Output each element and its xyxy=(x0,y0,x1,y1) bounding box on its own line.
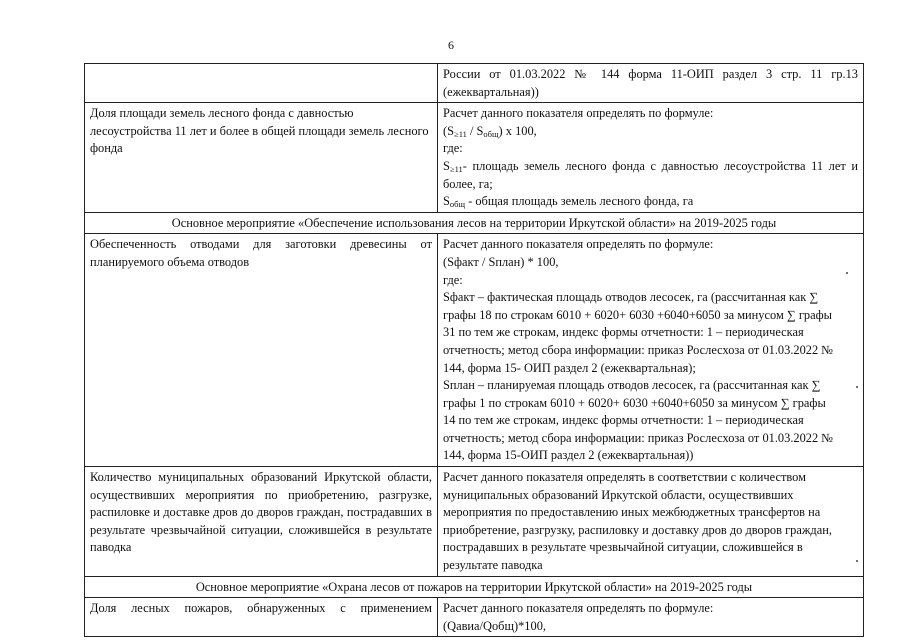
scan-speck xyxy=(856,386,858,388)
table-row xyxy=(85,467,864,577)
calculation-method-cell xyxy=(438,598,864,637)
formula-intro: Расчет данного показателя определять по формуле: xyxy=(443,601,714,616)
formula: (Qавиа/Qобщ)*100, xyxy=(443,618,546,633)
table-row xyxy=(85,103,864,213)
indicator-name-cell xyxy=(85,64,438,103)
formula-definition-line: отчетность; метод сбора информации: приказ Рослесхоза от 01.03.2022 № xyxy=(443,430,834,445)
scan-speck xyxy=(846,272,848,274)
method-line: приобретение, разгрузку, распиловку и доставку дров до дворов граждан, xyxy=(443,522,832,537)
indicator-name-cell: Обеспеченность отводами для заготовки древесины от планируемого объема отводов xyxy=(85,234,438,467)
scan-speck xyxy=(856,560,858,562)
section-heading: Основное мероприятие «Обеспечение использования лесов на территории Иркутской области» на 2019-2025 годы xyxy=(85,212,864,234)
section-heading-row xyxy=(85,212,864,234)
formula-definition-line: 31 по тем же строкам, индекс формы отчетности: 1 – периодическая xyxy=(443,325,804,340)
formula-definition: $S_{общ}$ - общая площадь земель лесного фонда, га xyxy=(443,194,694,210)
table-row xyxy=(85,64,864,103)
formula-definition-line: 14 по тем же строкам, индекс формы отчетности: 1 – периодическая xyxy=(443,413,804,428)
formula-where: где: xyxy=(443,141,463,156)
method-line: Расчет данного показателя определять в соответствии с количеством xyxy=(443,470,806,485)
calculation-method-cell xyxy=(438,103,864,213)
calculation-method-cell: России от 01.03.2022 № 144 форма 11-ОИП раздел 3 стр. 11 гр.13 (ежеквартальная)) xyxy=(438,64,864,103)
method-line: мероприятия по предоставлению иных межбюджетных трансфертов на xyxy=(443,505,821,520)
page-number: 6 xyxy=(448,38,454,52)
formula-intro: Расчет данного показателя определять по формуле: xyxy=(443,106,714,121)
method-line: результате паводка xyxy=(443,558,543,573)
section-heading: Основное мероприятие «Охрана лесов от пожаров на территории Иркутской области» на 2019-2025 годы xyxy=(85,576,864,598)
section-heading-row xyxy=(85,576,864,598)
indicator-name-cell: Доля лесных пожаров, обнаруженных с применением xyxy=(85,598,438,637)
calculation-method-cell xyxy=(438,234,864,467)
table-row xyxy=(85,598,864,637)
indicator-name-cell: Доля площади земель лесного фонда с давностью лесоустройства 11 лет и более в общей площади земель лесного фонда xyxy=(85,103,438,213)
formula-definition-line: Sфакт – фактическая площадь отводов лесосек, га (рассчитанная как ∑ xyxy=(443,290,819,305)
method-line: муниципальных образований Иркутской области, осуществивших xyxy=(443,487,794,502)
method-line: пострадавших в результате чрезвычайной ситуации, сложившейся в xyxy=(443,540,803,555)
formula-definition-line: графы 18 по строкам 6010 + 6020+ 6030 +6040+6050 за минусом ∑ графы xyxy=(443,307,832,322)
indicators-table xyxy=(84,63,864,637)
formula-definition-line: графы 1 по строкам 6010 + 6020+ 6030 +6040+6050 за минусом ∑ графы xyxy=(443,395,826,410)
formula-definition-line: 144, форма 15- ОИП раздел 2 (ежеквартальная); xyxy=(443,360,696,375)
formula-definition-line: 144, форма 15-ОИП раздел 2 (ежеквартальная)) xyxy=(443,448,694,463)
formula-definition: $S_{\ge 11}-$ площадь земель лесного фонда с давностью лесоустройства 11 лет и более, га; xyxy=(443,158,858,191)
formula-definition-line: отчетность; метод сбора информации: приказ Рослесхоза от 01.03.2022 № xyxy=(443,342,834,357)
formula: $(S_{\ge 11} / S_{общ})$ х 100, xyxy=(443,123,537,139)
formula-definition-line: Sплан – планируемая площадь отводов лесосек, га (рассчитанная как ∑ xyxy=(443,378,821,393)
indicator-name-cell: Количество муниципальных образований Иркутской области, осуществивших мероприятия по приобретению, разгрузке, распиловке и доставке дров до дворов граждан, пострадавших в результате чрезвычайной ситуации, сложившейся в результате паводка xyxy=(85,467,438,577)
calculation-method-cell xyxy=(438,467,864,577)
formula: (Sфакт / Sплан) * 100, xyxy=(443,254,559,269)
formula-where: где: xyxy=(443,272,463,287)
formula-intro: Расчет данного показателя определять по формуле: xyxy=(443,237,714,252)
table-row xyxy=(85,234,864,467)
